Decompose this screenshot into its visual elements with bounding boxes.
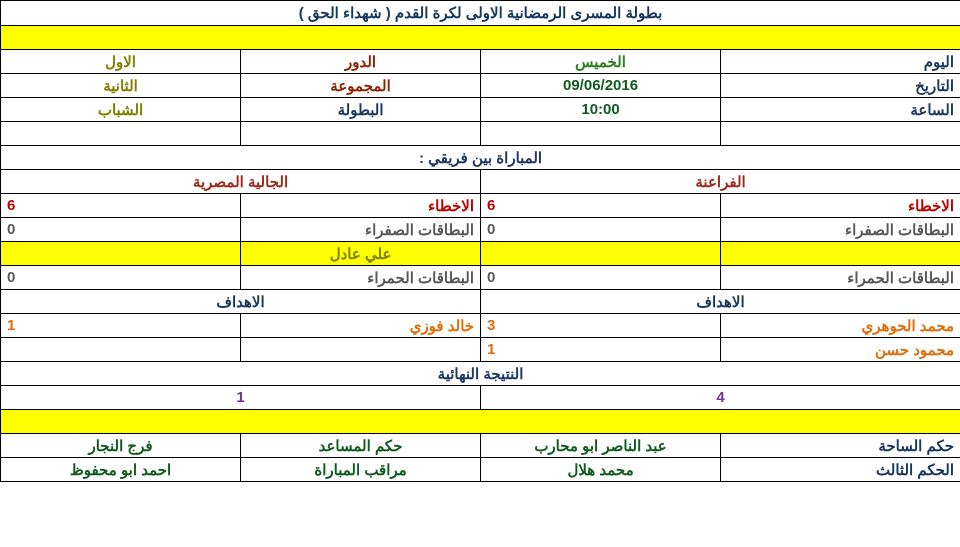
report-title: بطولة المسرى الرمضانية الاولى لكرة القدم ( شهداء الحق ) [1, 1, 960, 26]
yellow-cell [1, 242, 241, 266]
team2-yellow: 0 [1, 218, 241, 242]
team1-yellow: 0 [481, 218, 721, 242]
team2-fouls: 6 [1, 194, 241, 218]
team1-fouls: 6 [481, 194, 721, 218]
team1-goals-label: الاهداف [481, 290, 960, 314]
empty-cell [1, 122, 241, 146]
empty-cell [241, 122, 481, 146]
observer-label: مراقب المباراة [241, 458, 481, 482]
yellow-separator [1, 410, 960, 434]
team2-red: 0 [1, 266, 241, 290]
team1-fouls-label: الاخطاء [721, 194, 960, 218]
championship-value: الشباب [1, 98, 241, 122]
empty-cell [1, 338, 241, 362]
group-value: الثانية [1, 74, 241, 98]
referee-label: حكم الساحة [721, 434, 960, 458]
referee-name: عبد الناصر ابو محارب [481, 434, 721, 458]
team2-name: الجالية المصرية [1, 170, 481, 194]
match-heading: المباراة بين فريقي : [1, 146, 960, 170]
team1-yellow-label: البطاقات الصفراء [721, 218, 960, 242]
yellow-cell [481, 242, 721, 266]
yellow-separator [1, 26, 960, 50]
team1-name: الفراعنة [481, 170, 960, 194]
day-label: اليوم [721, 50, 960, 74]
team1-red: 0 [481, 266, 721, 290]
final-score-team1: 4 [481, 386, 960, 410]
third-referee-name: محمد هلال [481, 458, 721, 482]
empty-cell [721, 122, 960, 146]
team2-yellow-label: البطاقات الصفراء [241, 218, 481, 242]
final-result-label: النتيجة النهائية [1, 362, 960, 386]
assistant-name: فرج النجار [1, 434, 241, 458]
round-value: الاول [1, 50, 241, 74]
empty-cell [241, 338, 481, 362]
time-label: الساعة [721, 98, 960, 122]
yellow-cell [721, 242, 960, 266]
middle-note: علي عادل [241, 242, 481, 266]
round-label: الدور [241, 50, 481, 74]
team1-scorer-2-goals: 1 [481, 338, 721, 362]
championship-label: البطولة [241, 98, 481, 122]
date-label: التاريخ [721, 74, 960, 98]
team1-red-label: البطاقات الحمراء [721, 266, 960, 290]
day-value: الخميس [481, 50, 721, 74]
team1-scorer-1-goals: 3 [481, 314, 721, 338]
team1-scorer-2-name: محمود حسن [721, 338, 960, 362]
date-value: 09/06/2016 [481, 74, 721, 98]
empty-cell [481, 122, 721, 146]
final-score-team2: 1 [1, 386, 481, 410]
assistant-label: حكم المساعد [241, 434, 481, 458]
team2-fouls-label: الاخطاء [241, 194, 481, 218]
team2-red-label: البطاقات الحمراء [241, 266, 481, 290]
team2-scorer-1-name: خالد فوزي [241, 314, 481, 338]
group-label: المجموعة [241, 74, 481, 98]
team1-scorer-1-name: محمد الحوهري [721, 314, 960, 338]
third-referee-label: الحكم الثالث [721, 458, 960, 482]
time-value: 10:00 [481, 98, 721, 122]
observer-name: احمد ابو محفوظ [1, 458, 241, 482]
team2-goals-label: الاهداف [1, 290, 481, 314]
team2-scorer-1-goals: 1 [1, 314, 241, 338]
